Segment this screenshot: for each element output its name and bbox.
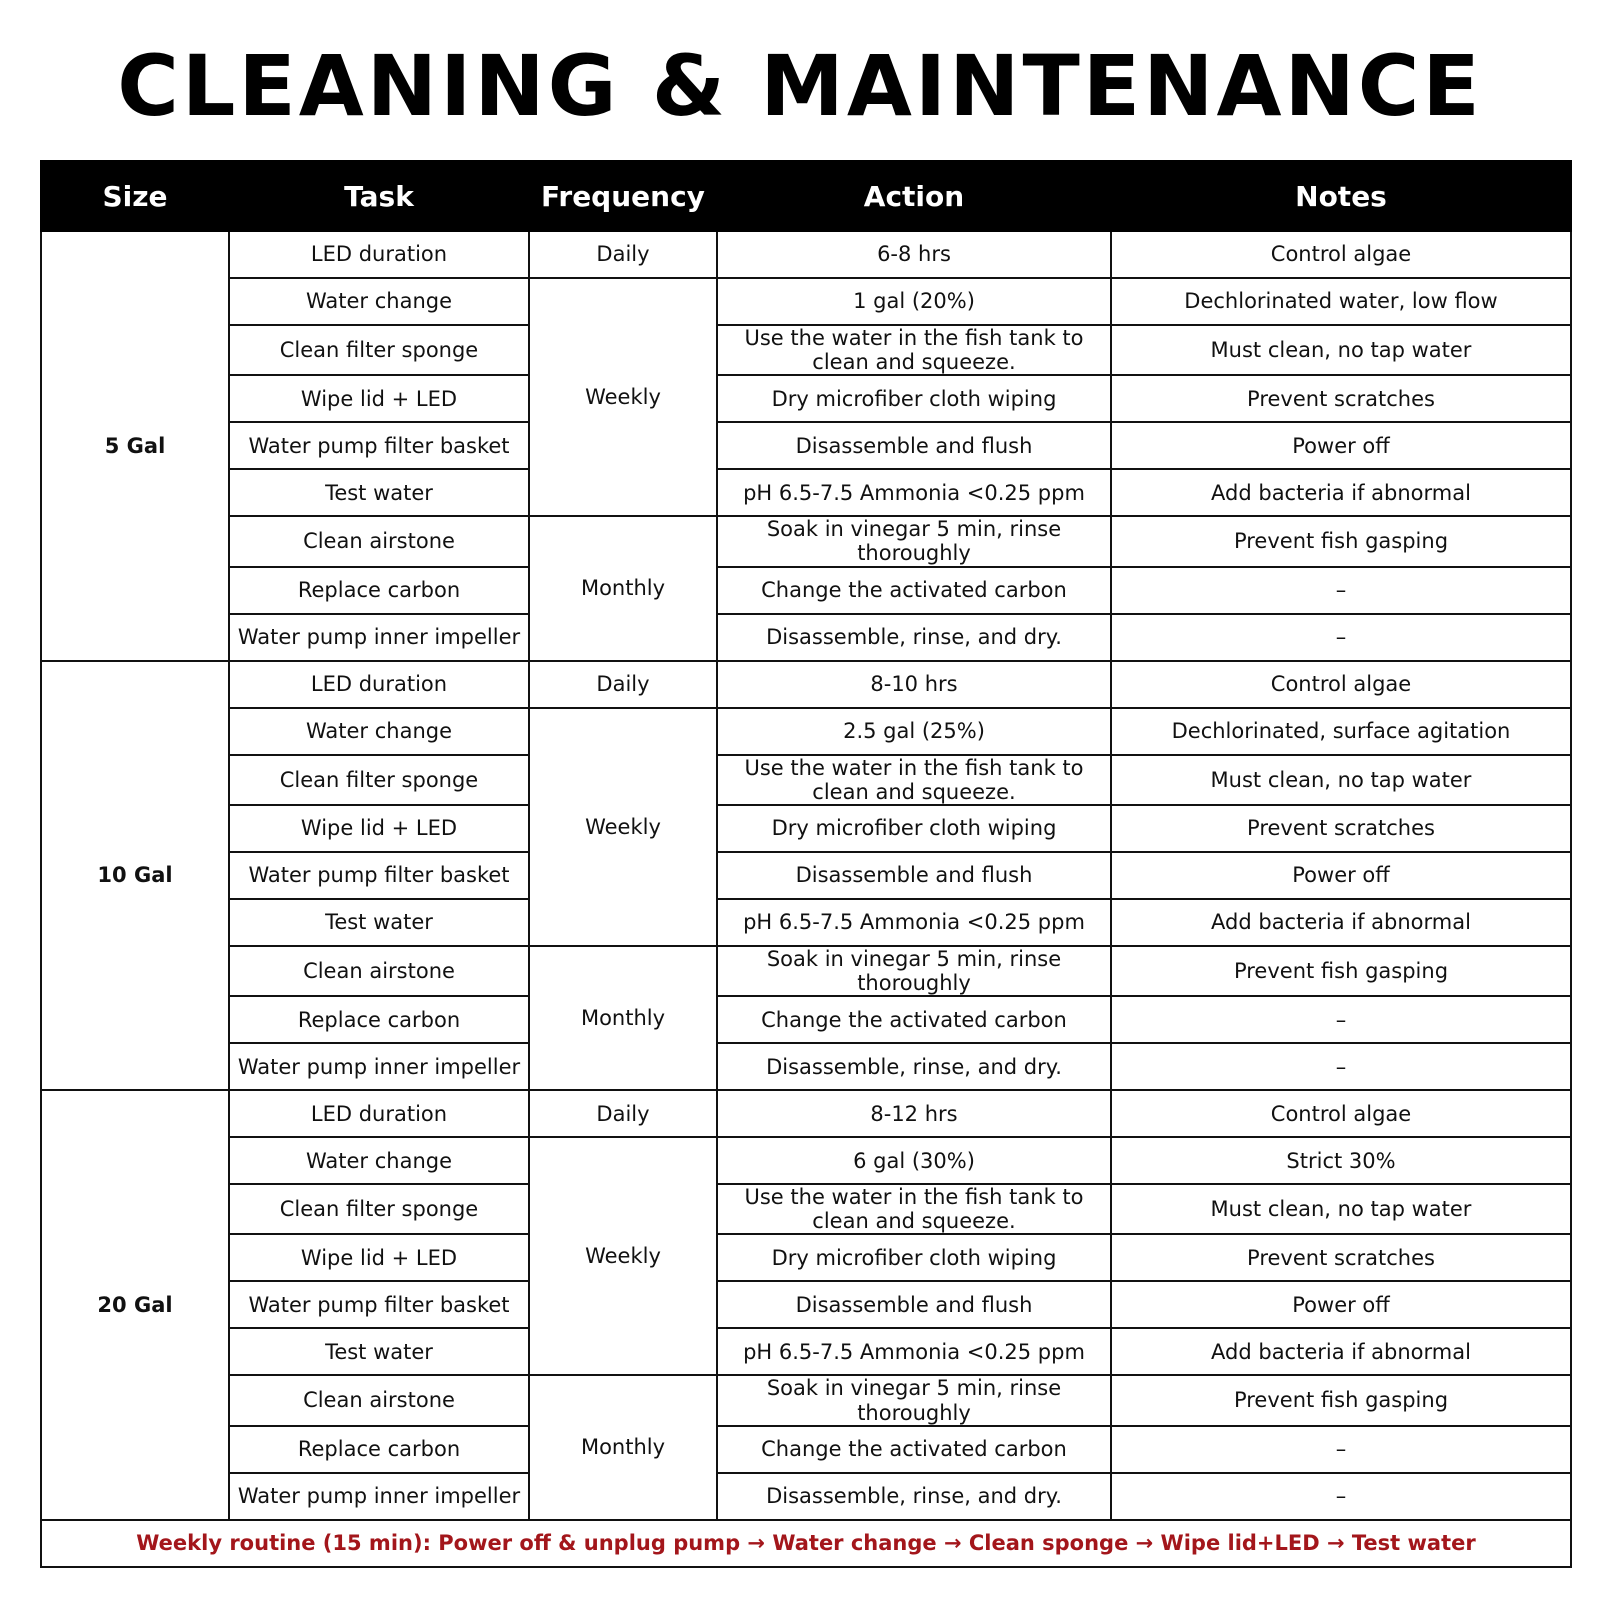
notes-cell: Must clean, no tap water: [1111, 755, 1571, 805]
task-cell: Test water: [229, 469, 529, 516]
task-cell: Test water: [229, 899, 529, 946]
notes-cell: Power off: [1111, 422, 1571, 469]
action-cell: pH 6.5-7.5 Ammonia <0.25 ppm: [717, 1328, 1111, 1375]
task-cell: Water pump inner impeller: [229, 1043, 529, 1090]
table-row: [41, 375, 1571, 422]
task-cell: Clean airstone: [229, 516, 529, 566]
table-row: [41, 325, 1571, 375]
table-row: [41, 805, 1571, 852]
notes-cell: –: [1111, 996, 1571, 1043]
task-cell: Clean filter sponge: [229, 1184, 529, 1234]
page-title: CLEANING & MAINTENANCE: [117, 37, 1483, 135]
task-cell: Water pump inner impeller: [229, 614, 529, 661]
action-cell: Dry microfiber cloth wiping: [717, 375, 1111, 422]
task-cell: LED duration: [229, 661, 529, 708]
header-action: Action: [717, 161, 1111, 231]
action-cell: Disassemble and flush: [717, 422, 1111, 469]
notes-cell: Prevent scratches: [1111, 1234, 1571, 1281]
table-row: [41, 1184, 1571, 1234]
table-row: [41, 708, 1571, 755]
notes-cell: Add bacteria if abnormal: [1111, 469, 1571, 516]
action-cell: Dry microfiber cloth wiping: [717, 805, 1111, 852]
task-cell: Wipe lid + LED: [229, 1234, 529, 1281]
task-cell: Wipe lid + LED: [229, 375, 529, 422]
table-header-row: [41, 161, 1571, 231]
action-cell: Disassemble, rinse, and dry.: [717, 614, 1111, 661]
frequency-cell: Weekly: [529, 278, 717, 516]
table-row: [41, 852, 1571, 899]
table-row: [41, 567, 1571, 614]
notes-cell: Control algae: [1111, 661, 1571, 708]
task-cell: Water pump inner impeller: [229, 1473, 529, 1520]
frequency-cell: Daily: [529, 231, 717, 278]
table-row: [41, 231, 1571, 278]
task-cell: Clean filter sponge: [229, 325, 529, 375]
action-cell: Soak in vinegar 5 min, rinse thoroughly: [717, 1375, 1111, 1425]
task-cell: Replace carbon: [229, 1426, 529, 1473]
task-cell: Test water: [229, 1328, 529, 1375]
table-row: [41, 278, 1571, 325]
frequency-cell: Daily: [529, 661, 717, 708]
table-row: [41, 1328, 1571, 1375]
task-cell: Replace carbon: [229, 567, 529, 614]
notes-cell: Control algae: [1111, 1090, 1571, 1137]
header-frequency: Frequency: [529, 161, 717, 231]
notes-cell: Prevent fish gasping: [1111, 516, 1571, 566]
action-cell: Soak in vinegar 5 min, rinse thoroughly: [717, 516, 1111, 566]
action-cell: 8-12 hrs: [717, 1090, 1111, 1137]
header-task: Task: [229, 161, 529, 231]
size-cell: 5 Gal: [41, 231, 229, 661]
task-cell: Water change: [229, 1137, 529, 1184]
task-cell: Clean airstone: [229, 1375, 529, 1425]
table-row: [41, 1426, 1571, 1473]
table-row: [41, 996, 1571, 1043]
task-cell: Water pump filter basket: [229, 852, 529, 899]
action-cell: Change the activated carbon: [717, 567, 1111, 614]
notes-cell: –: [1111, 1043, 1571, 1090]
weekly-routine-footer: Weekly routine (15 min): Power off & unplug pump → Water change → Clean sponge → Wipe lid+LED → Test water: [41, 1520, 1571, 1567]
size-cell: 10 Gal: [41, 661, 229, 1091]
notes-cell: Prevent scratches: [1111, 805, 1571, 852]
table-row: [41, 422, 1571, 469]
action-cell: pH 6.5-7.5 Ammonia <0.25 ppm: [717, 899, 1111, 946]
table-row: [41, 1473, 1571, 1520]
action-cell: Disassemble, rinse, and dry.: [717, 1473, 1111, 1520]
table-row: [41, 1375, 1571, 1425]
table-row: [41, 1234, 1571, 1281]
table-row: [41, 946, 1571, 996]
table-row: [41, 1281, 1571, 1328]
action-cell: Disassemble and flush: [717, 852, 1111, 899]
header-notes: Notes: [1111, 161, 1571, 231]
action-cell: 1 gal (20%): [717, 278, 1111, 325]
table-row: [41, 1043, 1571, 1090]
action-cell: 6 gal (30%): [717, 1137, 1111, 1184]
table-row: [41, 614, 1571, 661]
action-cell: Change the activated carbon: [717, 1426, 1111, 1473]
task-cell: LED duration: [229, 1090, 529, 1137]
frequency-cell: Monthly: [529, 946, 717, 1090]
frequency-cell: Daily: [529, 1090, 717, 1137]
notes-cell: Power off: [1111, 1281, 1571, 1328]
action-cell: Dry microfiber cloth wiping: [717, 1234, 1111, 1281]
action-cell: Soak in vinegar 5 min, rinse thoroughly: [717, 946, 1111, 996]
task-cell: Water change: [229, 708, 529, 755]
footer-row: [41, 1520, 1571, 1567]
frequency-cell: Weekly: [529, 1137, 717, 1375]
notes-cell: –: [1111, 1473, 1571, 1520]
action-cell: 8-10 hrs: [717, 661, 1111, 708]
action-cell: Use the water in the fish tank to clean and squeeze.: [717, 755, 1111, 805]
notes-cell: –: [1111, 614, 1571, 661]
notes-cell: Must clean, no tap water: [1111, 1184, 1571, 1234]
task-cell: Clean airstone: [229, 946, 529, 996]
table-row: [41, 469, 1571, 516]
notes-cell: Prevent scratches: [1111, 375, 1571, 422]
table-row: [41, 661, 1571, 708]
notes-cell: –: [1111, 567, 1571, 614]
maintenance-table: [40, 160, 1572, 1568]
frequency-cell: Monthly: [529, 516, 717, 660]
notes-cell: Strict 30%: [1111, 1137, 1571, 1184]
notes-cell: Prevent fish gasping: [1111, 946, 1571, 996]
task-cell: Water pump filter basket: [229, 422, 529, 469]
action-cell: 6-8 hrs: [717, 231, 1111, 278]
size-cell: 20 Gal: [41, 1090, 229, 1520]
notes-cell: Prevent fish gasping: [1111, 1375, 1571, 1425]
frequency-cell: Monthly: [529, 1375, 717, 1519]
action-cell: pH 6.5-7.5 Ammonia <0.25 ppm: [717, 469, 1111, 516]
notes-cell: Must clean, no tap water: [1111, 325, 1571, 375]
table-row: [41, 899, 1571, 946]
task-cell: Water change: [229, 278, 529, 325]
table-row: [41, 1090, 1571, 1137]
notes-cell: Power off: [1111, 852, 1571, 899]
action-cell: Disassemble and flush: [717, 1281, 1111, 1328]
task-cell: Clean filter sponge: [229, 755, 529, 805]
action-cell: Use the water in the fish tank to clean and squeeze.: [717, 1184, 1111, 1234]
notes-cell: Dechlorinated, surface agitation: [1111, 708, 1571, 755]
action-cell: 2.5 gal (25%): [717, 708, 1111, 755]
header-size: Size: [41, 161, 229, 231]
table-row: [41, 755, 1571, 805]
action-cell: Use the water in the fish tank to clean and squeeze.: [717, 325, 1111, 375]
notes-cell: Add bacteria if abnormal: [1111, 1328, 1571, 1375]
table-row: [41, 1137, 1571, 1184]
notes-cell: Control algae: [1111, 231, 1571, 278]
task-cell: LED duration: [229, 231, 529, 278]
table-row: [41, 516, 1571, 566]
notes-cell: Dechlorinated water, low flow: [1111, 278, 1571, 325]
action-cell: Change the activated carbon: [717, 996, 1111, 1043]
action-cell: Disassemble, rinse, and dry.: [717, 1043, 1111, 1090]
notes-cell: Add bacteria if abnormal: [1111, 899, 1571, 946]
task-cell: Replace carbon: [229, 996, 529, 1043]
notes-cell: –: [1111, 1426, 1571, 1473]
task-cell: Water pump filter basket: [229, 1281, 529, 1328]
task-cell: Wipe lid + LED: [229, 805, 529, 852]
frequency-cell: Weekly: [529, 708, 717, 946]
